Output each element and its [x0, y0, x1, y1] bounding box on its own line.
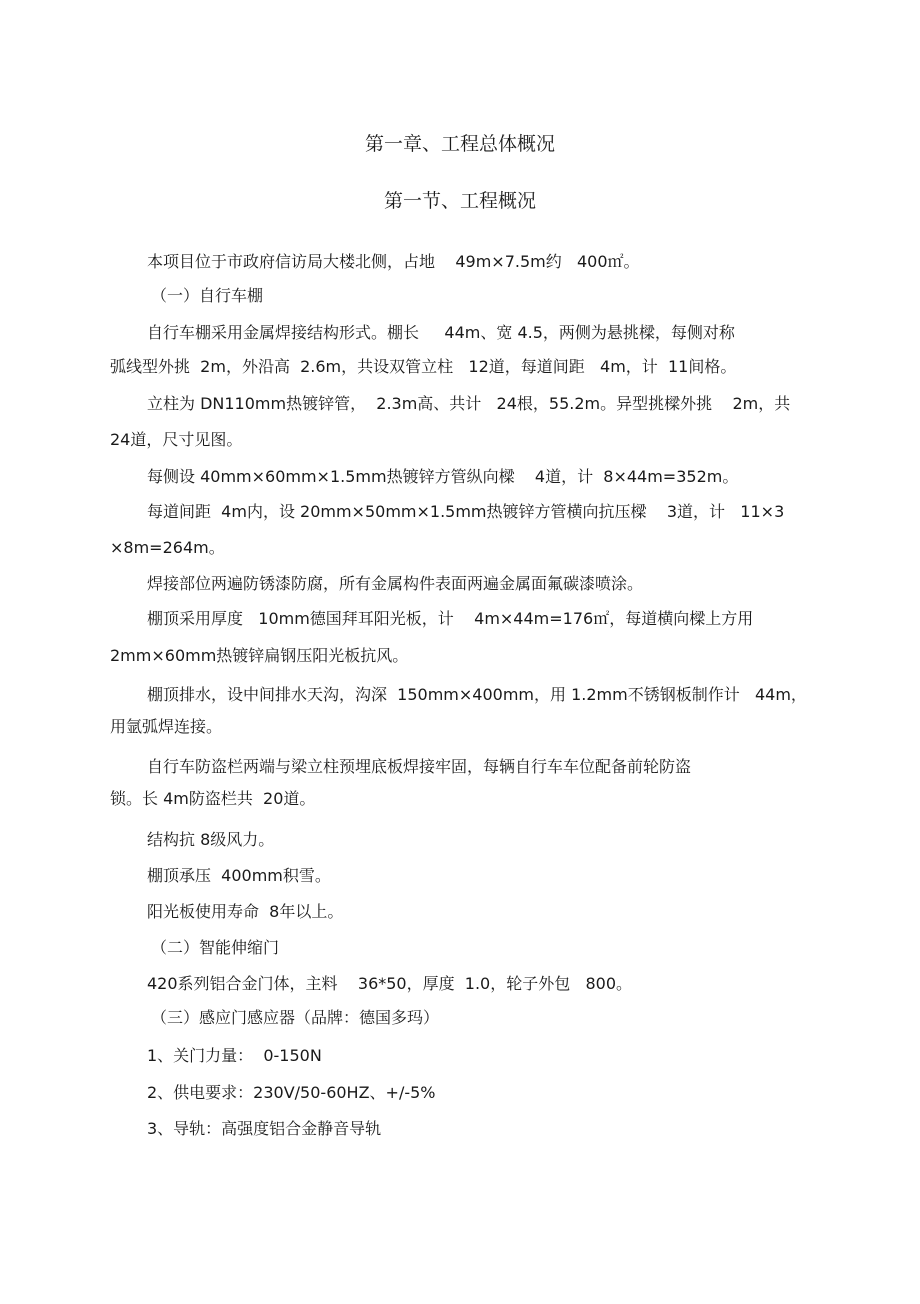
paragraph-columns-cont: 24道，尺寸见图。: [110, 430, 243, 449]
paragraph-snow-load: 棚顶承压 400mm积雪。: [147, 866, 331, 885]
paragraph-gate-spec: 420系列铝合金门体，主料 36*50，厚度 1.0，轮子外包 800。: [147, 974, 633, 993]
paragraph-shed-structure-cont: 弧线型外挑 2m，外沿高 2.6m，共设双管立柱 12道，每道间距 4m，计 11间格。: [110, 357, 737, 376]
list-item-closing-force: 1、关门力量： 0-150N: [147, 1046, 322, 1065]
paragraph-panel-lifespan: 阳光板使用寿命 8年以上。: [147, 902, 344, 921]
paragraph-drainage-cont: 用氩弧焊连接。: [110, 717, 223, 736]
paragraph-antitheft: 自行车防盗栏两端与梁立柱预埋底板焊接牢固，每辆自行车车位配备前轮防盗: [147, 757, 692, 776]
paragraph-longitudinal-beams: 每侧设 40mm×60mm×1.5mm热镀锌方管纵向樑 4道，计 8×44m=352m。: [147, 467, 739, 486]
paragraph-wind-resistance: 结构抗 8级风力。: [147, 830, 275, 849]
subheading-bike-shed: （一）自行车棚: [151, 286, 264, 305]
subheading-retractable-gate: （二）智能伸缩门: [151, 938, 280, 957]
paragraph-drainage: 棚顶排水，设中间排水天沟，沟深 150mm×400mm，用 1.2mm不锈钢板制作计 44m，: [147, 685, 807, 704]
paragraph-transverse-beams-cont: ×8m=264m。: [110, 538, 225, 557]
list-item-power-supply: 2、供电要求：230V/50-60HZ、+/-5%: [147, 1083, 436, 1102]
paragraph-shed-structure: 自行车棚采用金属焊接结构形式。棚长 44m、宽 4.5，两侧为悬挑樑，每侧对称: [147, 323, 735, 342]
paragraph-roof-panel: 棚顶采用厚度 10mm德国拜耳阳光板，计 4m×44m=176㎡，每道横向樑上方用: [147, 609, 754, 628]
section-title: 第一节、工程概况: [383, 190, 536, 212]
paragraph-transverse-beams: 每道间距 4m内，设 20mm×50mm×1.5mm热镀锌方管横向抗压樑 3道，计 11×3: [147, 502, 785, 521]
paragraph-columns: 立柱为 DN110mm热镀锌管， 2.3m高、共计 24根，55.2m。异型挑樑外挑 2m，共: [147, 394, 791, 413]
paragraph-antitheft-cont: 锁。长 4m防盗栏共 20道。: [110, 789, 316, 808]
chapter-title: 第一章、工程总体概况: [364, 133, 555, 155]
paragraph-anticorrosion: 焊接部位两遍防锈漆防腐，所有金属构件表面两遍金属面氟碳漆喷涂。: [147, 574, 644, 593]
paragraph-location: 本项目位于市政府信访局大楼北侧，占地 49m×7.5m约 400㎡。: [147, 252, 640, 271]
list-item-guide-rail: 3、导轨：高强度铝合金静音导轨: [147, 1119, 382, 1138]
subheading-sensor: （三）感应门感应器（品牌：德国多玛）: [151, 1008, 440, 1027]
paragraph-roof-panel-cont: 2mm×60mm热镀锌扁钢压阳光板抗风。: [110, 646, 409, 665]
